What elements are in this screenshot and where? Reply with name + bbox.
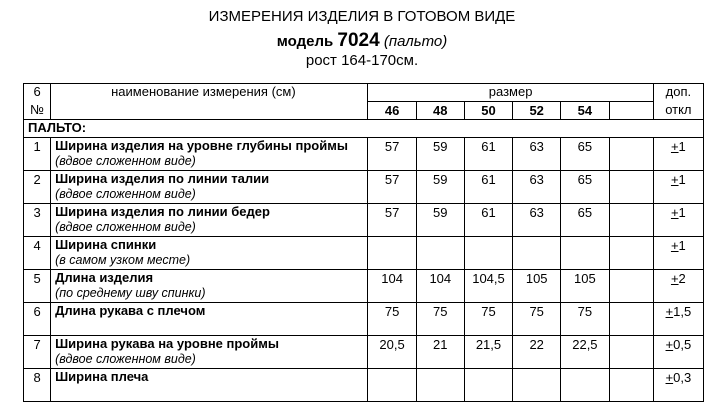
empty-cell (609, 237, 653, 270)
size-value: 104,5 (464, 270, 512, 303)
size-value: 21,5 (464, 336, 512, 369)
table-row (24, 270, 704, 303)
measurement-note: (по среднему шву спинки) (55, 286, 206, 300)
measurement-note: (в самом узком месте) (55, 253, 191, 267)
size-value: 57 (368, 138, 416, 171)
row-number: 8 (24, 369, 51, 402)
tolerance-cell (653, 171, 703, 204)
tolerance-sign: + (670, 172, 679, 187)
size-value (561, 369, 609, 402)
tolerance-cell (653, 369, 703, 402)
row-number: 2 (24, 171, 51, 204)
tolerance-sign: + (670, 139, 679, 154)
tolerance-sign: + (665, 304, 674, 319)
size-value: 57 (368, 171, 416, 204)
tolerance-value: 0,5 (673, 337, 692, 352)
size-value: 63 (513, 138, 561, 171)
row-number: 4 (24, 237, 51, 270)
measurement-name: Ширина изделия по линии талии (55, 171, 270, 186)
section-title: ПАЛЬТО: (24, 120, 704, 138)
table-row (24, 336, 704, 369)
measurement-name-cell (51, 303, 368, 336)
size-value: 63 (513, 171, 561, 204)
size-value (513, 369, 561, 402)
size-value: 65 (561, 204, 609, 237)
empty-cell (609, 369, 653, 402)
measurement-name-cell (51, 171, 368, 204)
size-value: 59 (416, 171, 464, 204)
tolerance-value: 2 (678, 271, 686, 286)
measurement-name: Ширина изделия по линии бедер (55, 204, 270, 219)
tolerance-value: 1 (678, 205, 686, 220)
measurement-name-cell (51, 270, 368, 303)
empty-cell (609, 204, 653, 237)
size-value: 75 (464, 303, 512, 336)
height-range: рост 164-170см. (305, 52, 419, 69)
row-number: 1 (24, 138, 51, 171)
size-value: 22,5 (561, 336, 609, 369)
measurements-table (23, 83, 704, 402)
empty-cell (609, 138, 653, 171)
size-value: 75 (513, 303, 561, 336)
model-label: модель (276, 33, 334, 50)
tolerance-value: 1,5 (673, 304, 692, 319)
size-value (416, 237, 464, 270)
size-value: 59 (416, 138, 464, 171)
tolerance-value: 1 (678, 238, 686, 253)
tolerance-value: 1 (678, 172, 686, 187)
measurement-note: (вдвое сложенном виде) (55, 220, 196, 234)
model-kind: (пальто) (383, 33, 448, 50)
row-number: 5 (24, 270, 51, 303)
tolerance-sign: + (670, 271, 679, 286)
size-value: 21 (416, 336, 464, 369)
size-header: 46 (368, 102, 416, 120)
size-value: 57 (368, 204, 416, 237)
tolerance-cell (653, 237, 703, 270)
size-value: 61 (464, 138, 512, 171)
measurement-name: Длина рукава с плечом (55, 303, 206, 318)
empty-cell (609, 171, 653, 204)
row-number: 7 (24, 336, 51, 369)
size-value: 65 (561, 138, 609, 171)
measurement-name-cell (51, 138, 368, 171)
size-value: 75 (561, 303, 609, 336)
size-value (464, 237, 512, 270)
measurement-name: Ширина плеча (55, 369, 149, 384)
size-value: 61 (464, 204, 512, 237)
measurement-name: Ширина спинки (55, 237, 157, 252)
empty-cell (609, 336, 653, 369)
col-no-header-top: 6 (24, 84, 51, 102)
tolerance-cell (653, 270, 703, 303)
tolerance-sign: + (670, 238, 679, 253)
size-value: 22 (513, 336, 561, 369)
model-line (0, 30, 724, 52)
measurement-name: Длина изделия (55, 270, 154, 285)
size-value: 105 (513, 270, 561, 303)
row-number: 3 (24, 204, 51, 237)
model-number: 7024 (337, 30, 380, 51)
tolerance-cell (653, 336, 703, 369)
table-row (24, 369, 704, 402)
measurement-note: (вдвое сложенном виде) (55, 352, 196, 366)
size-value (561, 237, 609, 270)
tolerance-cell (653, 204, 703, 237)
col-no-header-bottom: № (24, 102, 51, 120)
size-value (368, 237, 416, 270)
size-value (464, 369, 512, 402)
size-value: 63 (513, 204, 561, 237)
col-size-header: размер (368, 84, 653, 102)
size-value (368, 369, 416, 402)
size-value: 75 (416, 303, 464, 336)
tolerance-sign: + (665, 337, 674, 352)
measurement-name-cell (51, 237, 368, 270)
size-value (513, 237, 561, 270)
tolerance-value: 0,3 (673, 370, 692, 385)
table-row (24, 204, 704, 237)
tolerance-sign: + (670, 205, 679, 220)
tolerance-cell (653, 303, 703, 336)
tolerance-sign: + (665, 370, 674, 385)
size-header: 52 (513, 102, 561, 120)
table-row (24, 171, 704, 204)
size-header: 54 (561, 102, 609, 120)
table-row (24, 138, 704, 171)
empty-cell (609, 270, 653, 303)
size-header: 50 (464, 102, 512, 120)
size-value: 61 (464, 171, 512, 204)
measurement-name-cell (51, 336, 368, 369)
table-row (24, 303, 704, 336)
size-header-empty (609, 102, 653, 120)
size-value: 104 (368, 270, 416, 303)
measurement-name-cell (51, 369, 368, 402)
size-value: 59 (416, 204, 464, 237)
col-name-header-spacer (51, 102, 368, 120)
row-number: 6 (24, 303, 51, 336)
size-value (416, 369, 464, 402)
document-title: ИЗМЕРЕНИЯ ИЗДЕЛИЯ В ГОТОВОМ ВИДЕ (208, 8, 516, 25)
table-row (24, 237, 704, 270)
size-value: 65 (561, 171, 609, 204)
size-header: 48 (416, 102, 464, 120)
col-tol-header-top: доп. (653, 84, 703, 102)
tolerance-value: 1 (678, 139, 686, 154)
col-tol-header-bottom: откл (653, 102, 703, 120)
col-name-header: наименование измерения (см) (51, 84, 368, 102)
measurement-note: (вдвое сложенном виде) (55, 187, 196, 201)
tolerance-cell (653, 138, 703, 171)
measurement-rows (24, 138, 704, 402)
size-value: 105 (561, 270, 609, 303)
empty-cell (609, 303, 653, 336)
size-value: 20,5 (368, 336, 416, 369)
measurement-name-cell (51, 204, 368, 237)
measurement-name: Ширина изделия на уровне глубины проймы (55, 138, 348, 153)
size-value: 104 (416, 270, 464, 303)
measurement-name: Ширина рукава на уровне проймы (55, 336, 279, 351)
measurement-note: (вдвое сложенном виде) (55, 154, 196, 168)
size-value: 75 (368, 303, 416, 336)
